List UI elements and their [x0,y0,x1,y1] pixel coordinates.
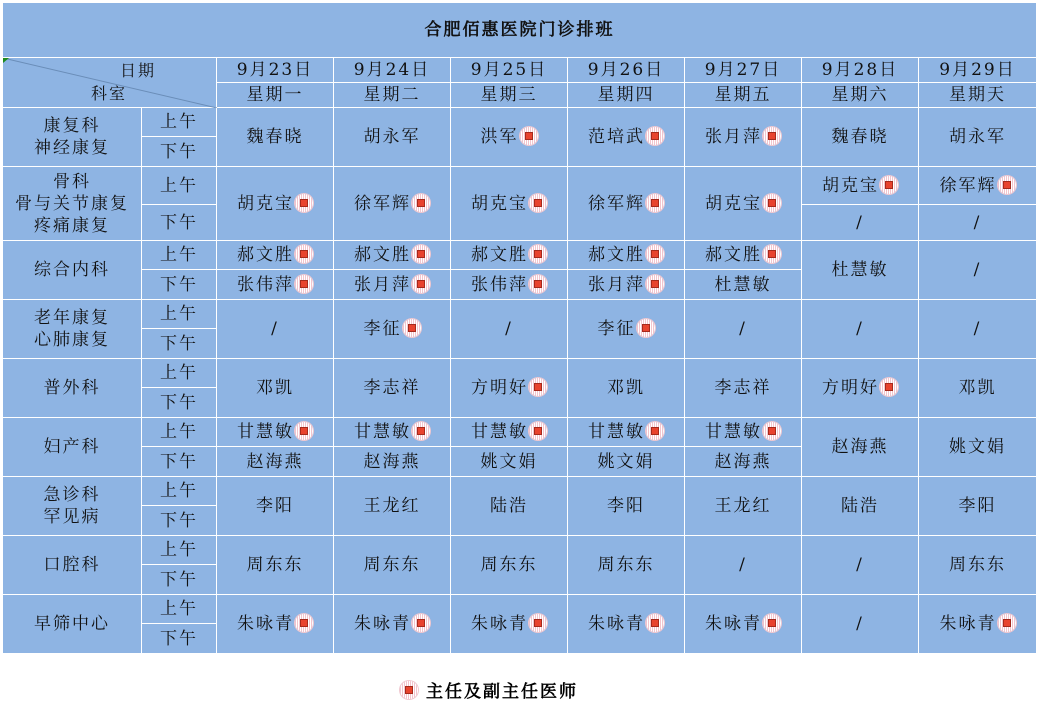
doctor-name: 朱咏青 [939,614,997,634]
schedule-cell [685,359,802,418]
morning-label: 上午 [142,477,217,506]
doctor-name: 陆浩 [490,496,528,516]
weekday-header: 星期五 [685,83,802,108]
schedule-cell [217,300,334,359]
schedule-cell [568,108,685,167]
senior-doctor-badge-icon [763,194,781,212]
senior-doctor-badge-icon [646,275,664,293]
schedule-cell [568,300,685,359]
schedule-cell [919,418,1037,477]
department-line: 综合内科 [34,260,110,280]
senior-doctor-badge-icon [998,176,1016,194]
schedule-cell [568,536,685,595]
senior-doctor-badge-icon [295,422,313,440]
doctor-name: 郝文胜 [354,245,411,265]
schedule-cell [919,477,1037,536]
schedule-cell [802,205,919,241]
doctor-name: 邓凯 [256,378,294,398]
department-label [3,418,142,477]
schedule-cell [685,418,802,447]
schedule-cell [802,108,919,167]
doctor-name: 张月萍 [354,274,411,295]
department-line: 骨与关节康复 [15,193,129,214]
schedule-cell [919,536,1037,595]
schedule-cell [685,241,802,270]
doctor-name: 李志祥 [714,378,772,398]
senior-doctor-badge-icon [998,614,1016,632]
senior-doctor-badge-icon [880,176,898,194]
doctor-name: / [856,319,864,339]
schedule-cell [451,359,568,418]
doctor-name: 陆浩 [841,496,879,516]
doctor-name: 杜慧敏 [831,260,889,280]
morning-label: 上午 [142,536,217,565]
senior-doctor-badge-icon [520,127,538,145]
doctor-name: 周东东 [480,555,538,575]
senior-doctor-badge-icon [763,614,781,632]
schedule-cell [919,241,1037,300]
doctor-name: 胡永军 [363,127,421,147]
department-label [3,477,142,536]
afternoon-label: 下午 [142,205,217,241]
doctor-name: 周东东 [246,555,304,575]
doctor-name: 胡克宝 [237,193,294,214]
schedule-cell [334,167,451,241]
date-header: 9月25日 [451,58,568,83]
senior-doctor-badge-icon [403,319,421,337]
doctor-name: 张伟萍 [237,274,294,295]
schedule-cell [685,447,802,477]
doctor-name: 甘慧敏 [705,422,762,442]
schedule-cell [217,447,334,477]
senior-doctor-badge-icon [646,245,664,263]
senior-doctor-badge-icon [529,422,547,440]
schedule-cell [685,270,802,300]
senior-doctor-badge-icon [412,245,430,263]
department-line: 早筛中心 [34,614,110,634]
doctor-name: 李阳 [958,496,997,516]
doctor-name: 甘慧敏 [354,422,411,442]
doctor-name: / [973,260,982,280]
doctor-name: 郝文胜 [705,245,762,265]
schedule-cell [451,270,568,300]
senior-doctor-badge-icon [295,245,313,263]
doctor-name: 方明好 [822,378,879,398]
schedule-cell [451,108,568,167]
schedule-cell [217,241,334,270]
afternoon-label: 下午 [142,137,217,167]
schedule-cell [802,595,919,654]
schedule-cell [334,447,451,477]
schedule-cell [217,477,334,536]
schedule-cell [568,595,685,654]
department-line: 急诊科 [43,485,101,505]
afternoon-label: 下午 [142,506,217,536]
senior-doctor-badge-icon [295,194,313,212]
schedule-cell [451,418,568,447]
doctor-name: / [739,555,747,575]
morning-label: 上午 [142,595,217,624]
doctor-name: 杜慧敏 [714,274,772,295]
schedule-cell [334,595,451,654]
doctor-name: 朱咏青 [705,614,762,634]
doctor-name: 周东东 [949,555,1007,575]
date-header: 9月23日 [217,58,334,83]
doctor-name: 张伟萍 [471,274,528,295]
schedule-cell [802,167,919,205]
schedule-sheet [2,2,1036,663]
doctor-name: 徐军辉 [354,193,411,214]
schedule-cell [334,477,451,536]
doctor-name: 周东东 [363,555,421,575]
doctor-name: 魏春晓 [831,127,889,147]
senior-doctor-badge-icon [295,275,313,293]
department-line: 罕见病 [43,507,101,527]
doctor-name: / [739,319,747,339]
doctor-name: 姚文娟 [480,451,538,472]
doctor-name: 朱咏青 [588,614,645,634]
doctor-name: 魏春晓 [246,127,304,147]
senior-doctor-badge-icon [763,245,781,263]
department-line: 老年康复 [34,308,110,328]
corner-header [3,58,217,108]
date-header: 9月24日 [334,58,451,83]
schedule-cell [334,300,451,359]
senior-doctor-badge-icon [529,378,547,396]
weekday-header: 星期天 [919,83,1037,108]
department-line: 妇产科 [43,437,101,457]
department-line: 神经康复 [34,138,110,158]
doctor-name: / [271,319,279,339]
schedule-cell [685,108,802,167]
department-line: 疼痛康复 [34,215,110,236]
schedule-cell [919,595,1037,654]
senior-doctor-badge-icon [646,614,664,632]
schedule-cell [451,595,568,654]
doctor-name: 赵海燕 [714,451,772,472]
senior-doctor-badge-icon [412,194,430,212]
doctor-name: 赵海燕 [246,451,304,472]
weekday-header: 星期三 [451,83,568,108]
doctor-name: 张月萍 [705,127,762,147]
senior-doctor-badge-icon [529,614,547,632]
doctor-name: 王龙红 [363,496,421,516]
afternoon-label: 下午 [142,624,217,654]
morning-label: 上午 [142,359,217,388]
senior-doctor-badge-icon [763,422,781,440]
morning-label: 上午 [142,241,217,270]
schedule-cell [919,167,1037,205]
weekday-header: 星期一 [217,83,334,108]
doctor-name: 王龙红 [714,496,772,516]
afternoon-label: 下午 [142,565,217,595]
doctor-name: / [856,212,864,233]
department-line: 心肺康复 [34,330,110,350]
date-header: 9月27日 [685,58,802,83]
doctor-name: 姚文娟 [597,451,655,472]
doctor-name: 徐军辉 [588,193,645,214]
schedule-cell [919,108,1037,167]
doctor-name: 李征 [363,319,402,339]
department-label [3,359,142,418]
morning-label: 上午 [142,167,217,205]
department-line: 康复科 [43,116,101,136]
schedule-cell [802,300,919,359]
schedule-cell [334,536,451,595]
doctor-name: 赵海燕 [831,437,889,457]
schedule-cell [685,477,802,536]
doctor-name: / [973,319,982,339]
legend-label: 主任及副主任医师 [426,682,578,702]
schedule-cell [919,205,1037,241]
schedule-cell [568,167,685,241]
doctor-name: 郝文胜 [237,245,294,265]
doctor-name: 李阳 [256,496,294,516]
schedule-cell [919,300,1037,359]
schedule-cell [802,241,919,300]
weekday-header: 星期二 [334,83,451,108]
schedule-cell [568,241,685,270]
schedule-cell [217,418,334,447]
schedule-cell [685,595,802,654]
senior-doctor-badge-icon [529,245,547,263]
doctor-name: / [856,555,864,575]
schedule-cell [217,167,334,241]
schedule-cell [568,477,685,536]
schedule-cell [334,241,451,270]
dept-label: 科室 [91,84,128,103]
doctor-name: 李阳 [607,496,645,516]
doctor-name: 邓凯 [607,378,645,398]
doctor-name: / [973,212,982,233]
morning-label: 上午 [142,300,217,329]
schedule-cell [334,108,451,167]
doctor-name: 张月萍 [588,274,645,295]
legend [400,677,578,702]
doctor-name: / [505,319,513,339]
senior-doctor-badge-icon [400,681,418,699]
date-header: 9月28日 [802,58,919,83]
department-label [3,300,142,359]
schedule-cell [685,300,802,359]
doctor-name: 朱咏青 [354,614,411,634]
doctor-name: 甘慧敏 [471,422,528,442]
doctor-name: 胡克宝 [705,193,762,214]
doctor-name: 胡克宝 [822,175,879,196]
schedule-cell [451,300,568,359]
date-header: 9月26日 [568,58,685,83]
doctor-name: 朱咏青 [237,614,294,634]
schedule-cell [217,595,334,654]
doctor-name: 姚文娟 [949,437,1007,457]
senior-doctor-badge-icon [646,194,664,212]
senior-doctor-badge-icon [412,422,430,440]
schedule-cell [334,270,451,300]
senior-doctor-badge-icon [880,378,898,396]
senior-doctor-badge-icon [529,275,547,293]
schedule-cell [802,477,919,536]
senior-doctor-badge-icon [763,127,781,145]
weekday-header: 星期六 [802,83,919,108]
schedule-cell [919,359,1037,418]
senior-doctor-badge-icon [646,127,664,145]
schedule-cell [685,167,802,241]
doctor-name: 方明好 [471,378,528,398]
doctor-name: 周东东 [597,555,655,575]
afternoon-label: 下午 [142,329,217,359]
department-label [3,167,142,241]
department-line: 普外科 [43,378,101,398]
doctor-name: 徐军辉 [939,175,997,196]
schedule-cell [802,536,919,595]
doctor-name: 胡克宝 [471,193,528,214]
schedule-cell [685,536,802,595]
senior-doctor-badge-icon [412,614,430,632]
senior-doctor-badge-icon [637,319,655,337]
doctor-name: 范培武 [588,127,645,147]
date-header: 9月29日 [919,58,1037,83]
schedule-cell [451,167,568,241]
doctor-name: / [856,614,864,634]
afternoon-label: 下午 [142,447,217,477]
schedule-table [2,2,1037,654]
schedule-cell [451,447,568,477]
schedule-cell [802,359,919,418]
schedule-cell [568,270,685,300]
doctor-name: 邓凯 [958,378,997,398]
schedule-cell [334,359,451,418]
doctor-name: 郝文胜 [471,245,528,265]
doctor-name: 赵海燕 [363,451,421,472]
page-title: 合肥佰惠医院门诊排班 [3,3,1037,58]
date-label: 日期 [119,61,156,80]
schedule-cell [451,241,568,270]
doctor-name: 甘慧敏 [588,422,645,442]
department-label [3,536,142,595]
schedule-cell [217,359,334,418]
schedule-cell [568,447,685,477]
schedule-cell [568,359,685,418]
department-label [3,108,142,167]
doctor-name: 李志祥 [363,378,421,398]
senior-doctor-badge-icon [529,194,547,212]
schedule-cell [217,536,334,595]
schedule-cell [451,536,568,595]
weekday-header: 星期四 [568,83,685,108]
schedule-cell [451,477,568,536]
senior-doctor-badge-icon [295,614,313,632]
doctor-name: 洪军 [480,127,519,147]
morning-label: 上午 [142,108,217,137]
schedule-cell [568,418,685,447]
department-line: 口腔科 [43,555,101,575]
schedule-cell [217,270,334,300]
senior-doctor-badge-icon [646,422,664,440]
senior-doctor-badge-icon [412,275,430,293]
department-line: 骨科 [53,171,91,192]
doctor-name: 李征 [597,319,636,339]
doctor-name: 郝文胜 [588,245,645,265]
doctor-name: 甘慧敏 [237,422,294,442]
department-label [3,241,142,300]
doctor-name: 胡永军 [949,127,1007,147]
department-label [3,595,142,654]
schedule-cell [802,418,919,477]
schedule-cell [334,418,451,447]
morning-label: 上午 [142,418,217,447]
afternoon-label: 下午 [142,270,217,300]
afternoon-label: 下午 [142,388,217,418]
doctor-name: 朱咏青 [471,614,528,634]
schedule-cell [217,108,334,167]
